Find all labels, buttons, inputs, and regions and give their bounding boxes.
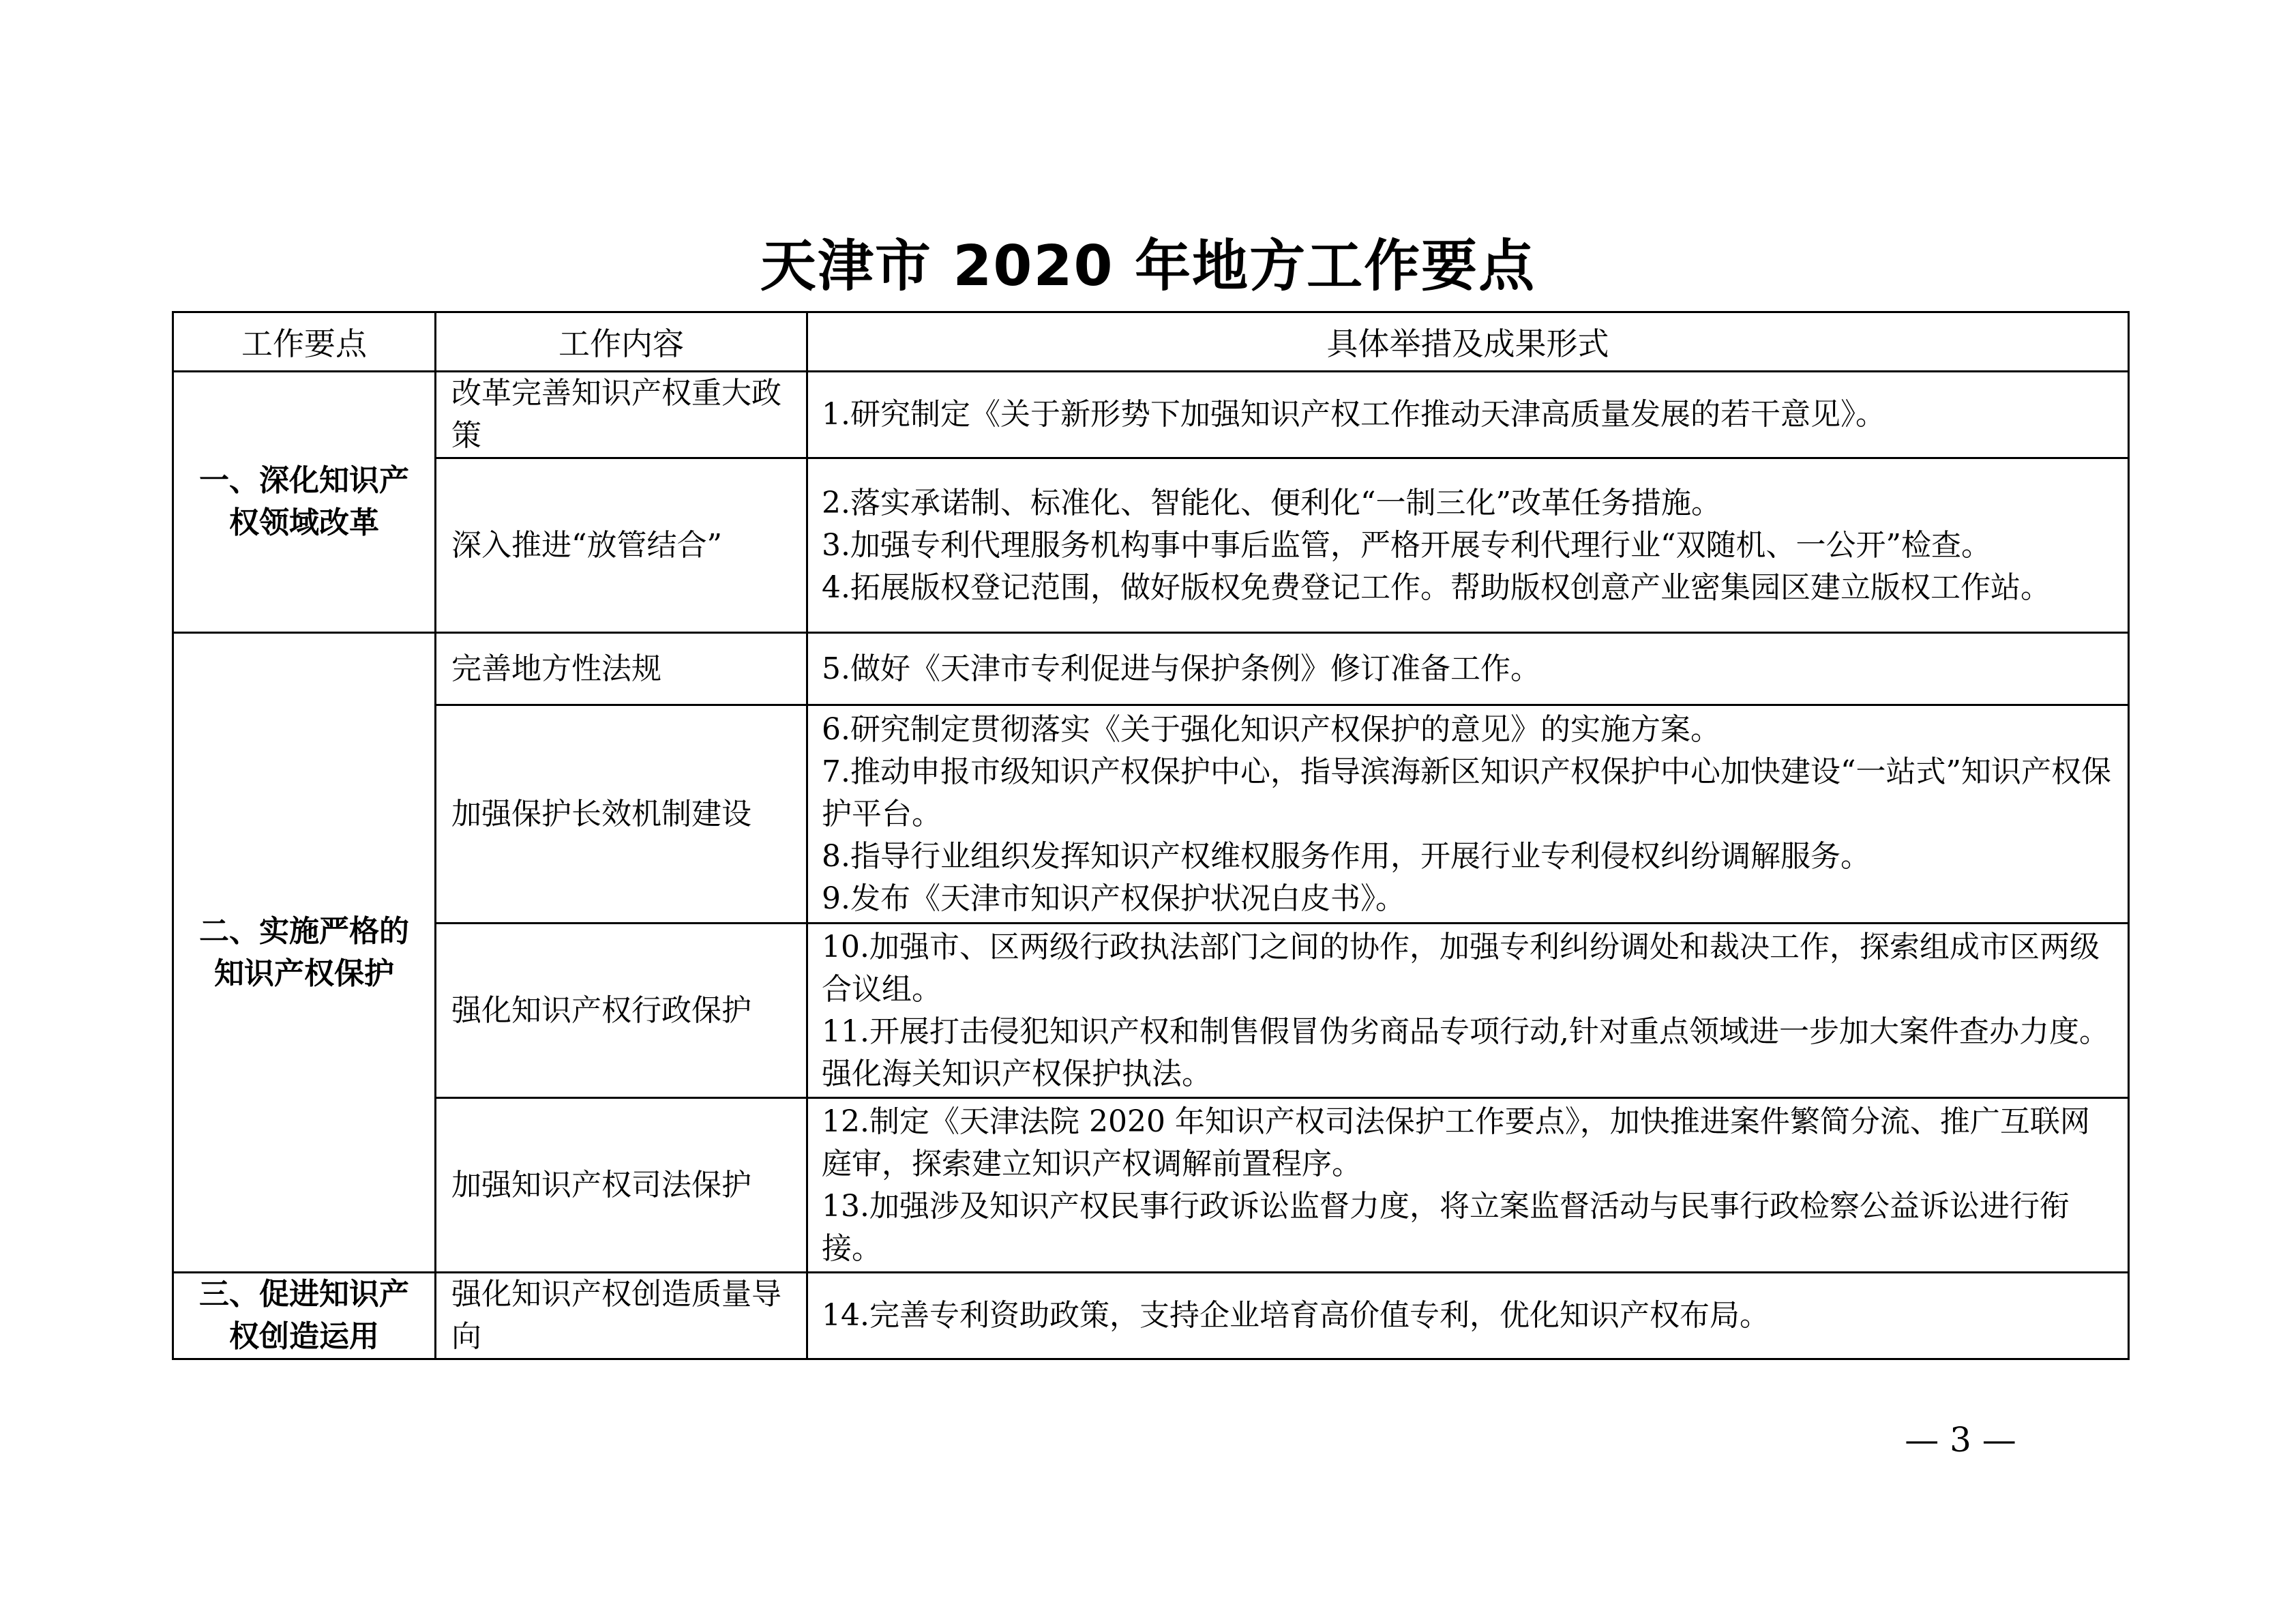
measure-item: 6.研究制定贯彻落实《关于强化知识产权保护的意见》的实施方案。 (822, 711, 1720, 747)
measures-cell (807, 633, 2129, 705)
work-content: 完善地方性法规 (436, 633, 807, 705)
table-row (173, 924, 2129, 1098)
header-work-point: 工作要点 (173, 312, 436, 372)
measure-item: 12.制定《天津法院 2020 年知识产权司法保护工作要点》，加快推进案件繁简分流、推广互联网庭审，探索建立知识产权调解前置程序。 (822, 1104, 2090, 1181)
measure-item: 9.发布《天津市知识产权保护状况白皮书》。 (822, 881, 1405, 916)
table-row (173, 633, 2129, 705)
measure-item: 2.落实承诺制、标准化、智能化、便利化“一制三化”改革任务措施。 (822, 485, 1721, 520)
table-row (173, 372, 2129, 458)
measures-cell (807, 1098, 2129, 1273)
work-content: 强化知识产权行政保护 (436, 924, 807, 1098)
measure-item: 14.完善专利资助政策，支持企业培育高价值专利，优化知识产权布局。 (822, 1298, 1770, 1333)
table-header-row (173, 312, 2129, 372)
header-measures: 具体举措及成果形式 (807, 312, 2129, 372)
measure-item: 10.加强市、区两级行政执法部门之间的协作，加强专利纠纷调处和裁决工作，探索组成市区两级合议组。 (822, 929, 2100, 1007)
measure-item: 1.研究制定《关于新形势下加强知识产权工作推动天津高质量发展的若干意见》。 (822, 397, 1885, 432)
work-content: 改革完善知识产权重大政策 (436, 372, 807, 458)
measures-cell (807, 372, 2129, 458)
table-row (173, 1273, 2129, 1359)
page-number: — 3 — (1905, 1420, 2016, 1460)
measure-item: 3.加强专利代理服务机构事中事后监管，严格开展专利代理行业“双随机、一公开”检查。 (822, 527, 1991, 563)
work-points-table (172, 311, 2130, 1360)
measure-item: 13.加强涉及知识产权民事行政诉讼监督力度，将立案监督活动与民事行政检察公益诉讼进行衔接。 (822, 1188, 2070, 1266)
table-row (173, 1098, 2129, 1273)
work-content: 加强保护长效机制建设 (436, 705, 807, 924)
section-point: 一、深化知识产权领域改革 (173, 372, 436, 633)
measure-item: 11.开展打击侵犯知识产权和制售假冒伪劣商品专项行动,针对重点领域进一步加大案件查办力度。强化海关知识产权保护执法。 (822, 1014, 2109, 1091)
measures-cell (807, 705, 2129, 924)
section-point: 三、促进知识产权创造运用 (173, 1273, 436, 1359)
section-point: 二、实施严格的知识产权保护 (173, 633, 436, 1273)
page-title: 天津市 2020 年地方工作要点 (760, 234, 1536, 299)
table-row (173, 705, 2129, 924)
measure-item: 4.拓展版权登记范围，做好版权免费登记工作。帮助版权创意产业密集园区建立版权工作站。 (822, 570, 2051, 605)
measure-item: 7.推动申报市级知识产权保护中心，指导滨海新区知识产权保护中心加快建设“一站式”知识产权保护平台。 (822, 754, 2111, 831)
measures-cell (807, 458, 2129, 633)
work-content: 加强知识产权司法保护 (436, 1098, 807, 1273)
measures-cell (807, 924, 2129, 1098)
table-row (173, 458, 2129, 633)
measure-item: 8.指导行业组织发挥知识产权维权服务作用，开展行业专利侵权纠纷调解服务。 (822, 838, 1870, 874)
measures-cell (807, 1273, 2129, 1359)
header-work-content: 工作内容 (436, 312, 807, 372)
measure-item: 5.做好《天津市专利促进与保护条例》修订准备工作。 (822, 651, 1540, 686)
work-content: 强化知识产权创造质量导向 (436, 1273, 807, 1359)
work-content: 深入推进“放管结合” (436, 458, 807, 633)
